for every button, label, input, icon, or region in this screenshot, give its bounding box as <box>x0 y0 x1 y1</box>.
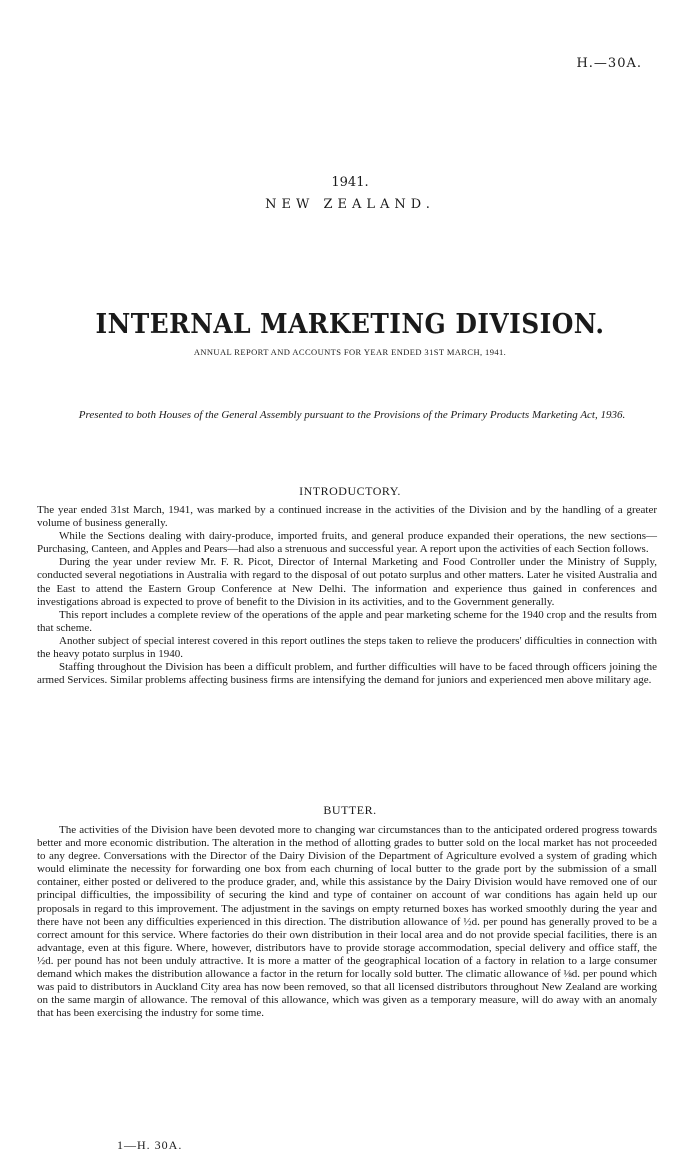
report-year: 1941. <box>331 175 369 190</box>
introductory-body <box>37 504 657 687</box>
paragraph: The year ended 31st March, 1941, was marked by a continued increase in the activities of the Division and by the handling of a greater volume of business generally. <box>37 504 657 530</box>
paragraph: While the Sections dealing with dairy-produce, imported fruits, and general produce expanded their operations, the new sections—Purchasing, Canteen, and Apples and Pears—had also a strenuous and successful year. A report upon the activities of each Section follows. <box>37 530 657 556</box>
paragraph: The activities of the Division have been devoted more to changing war circumstances than to the anticipated ordered progress towards better and more economic distribution. The alteration in the method of allotting grades to butter sold on the local market has not proceeded to any degree. Conversations with the Director of the Dairy Division of the Department of Agriculture evolved a system of grading which would eliminate the necessity for forwarding one box from each churning of local butter to the grade port by the submission of a small container, either posted or delivered to the produce grader, and, while this assistance by the Dairy Division would have removed one of our principal difficulties, the impossibility of securing the kind and type of container on account of war conditions has again held up our proposals in regard to this improvement. The adjustment in the savings on empty returned boxes has worked smoothly during the year and there have not been any difficulties experienced in this direction. The distribution allowance of ½d. per pound has generally proved to be a correct amount for this service. Where factories do their own distribution in their local area and do not provide special facilities, there is an advantage, even at this figure. Where, however, distributors have to provide storage accommodation, special delivery and office staff, the ½d. per pound has not been unduly attractive. It is more a matter of the geographical location of a factory in relation to a large consumer demand which makes the distribution allowance a factor in the return for locally sold butter. The climatic allowance of ⅛d. per pound which was paid to distributors in Auckland City area has now been removed, so that all licensed distributors throughout New Zealand are working on the same margin of allowance. The removal of this allowance, which was given as a temporary measure, will do away with an anomaly that has been exercising the industry for some time. <box>37 824 657 1020</box>
paragraph: Staffing throughout the Division has been a difficult problem, and further difficulties will have to be faced through officers joining the armed Services. Similar problems affecting business firms are intensifying the demand for juniors and experienced men above military age. <box>37 661 657 687</box>
page-signature: 1—H. 30A. <box>117 1138 183 1152</box>
page-reference: H.—30A. <box>576 56 642 71</box>
paragraph: This report includes a complete review of the operations of the apple and pear marketing scheme for the 1940 crop and the results from that scheme. <box>37 608 657 634</box>
introductory-heading: INTRODUCTORY. <box>299 484 401 498</box>
butter-heading: BUTTER. <box>323 803 377 817</box>
paragraph: Another subject of special interest covered in this report outlines the steps taken to relieve the producers' difficulties in connection with the heavy potato surplus in 1940. <box>37 634 657 661</box>
report-subtitle: ANNUAL REPORT AND ACCOUNTS FOR YEAR ENDED 31ST MARCH, 1941. <box>193 347 507 357</box>
report-title: INTERNAL MARKETING DIVISION. <box>95 309 605 340</box>
country-name: NEW ZEALAND. <box>265 197 435 212</box>
presented-statement: Presented to both Houses of the General Assembly pursuant to the Provisions of the Primary Products Marketing Act, 1936. <box>78 409 626 421</box>
butter-body <box>37 824 657 1020</box>
paragraph: During the year under review Mr. F. R. Picot, Director of Internal Marketing and Food Controller under the Ministry of Supply, conducted several negotiations in Australia with regard to the disposal of out potato surplus and other matters. Later he visited Australia and the East to attend the Eastern Group Conference at New Delhi. The information and experience thus gained in conferences and investigations abroad is expected to prove of benefit to the Division in its activities, and to the Government generally. <box>37 556 657 608</box>
